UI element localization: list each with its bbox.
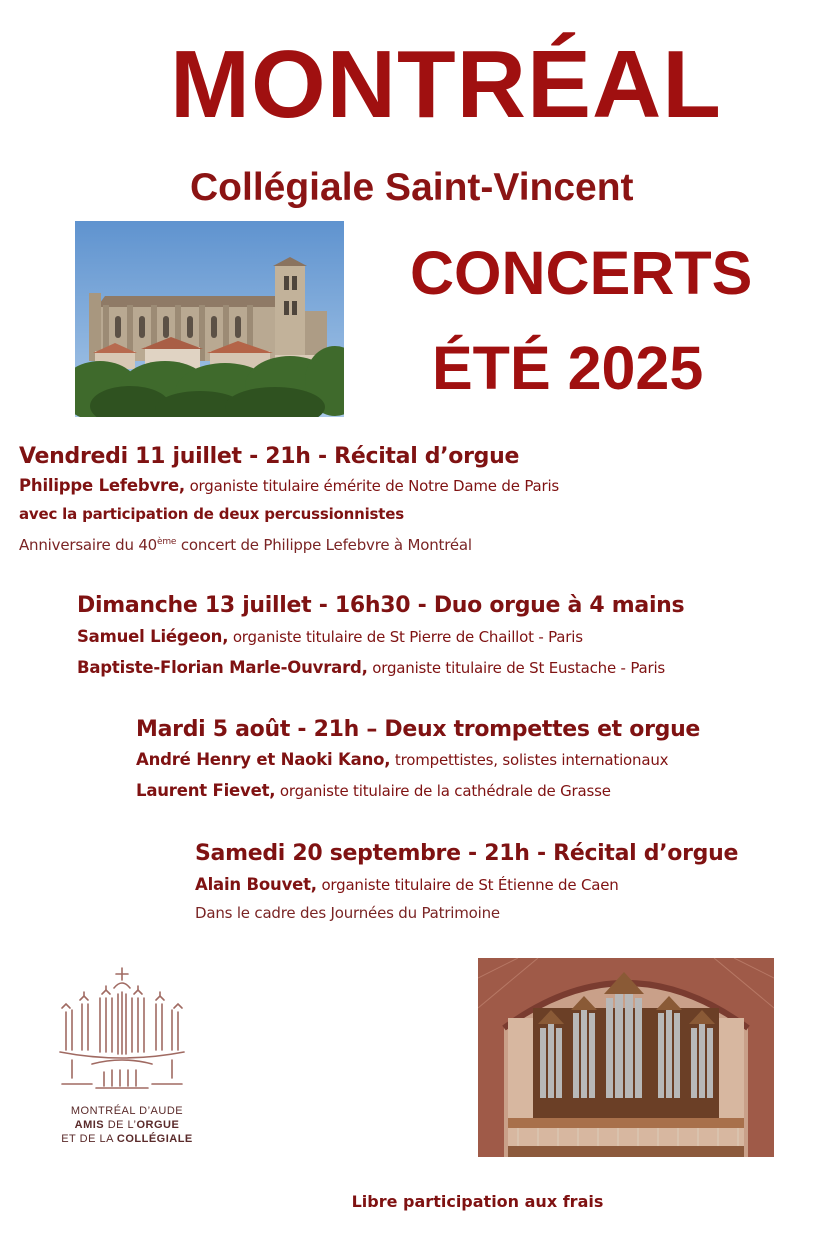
event-1-performer-name: Philippe Lefebvre, xyxy=(19,476,186,495)
poster-concerts-heading: CONCERTS xyxy=(410,239,753,307)
event-4 xyxy=(195,839,738,927)
event-4-note: Dans le cadre des Journées du Patrimoine xyxy=(195,904,500,922)
logo-line-2-a: AMIS xyxy=(74,1119,105,1131)
organ-photo xyxy=(478,958,774,1157)
event-1-note-start: Anniversaire du 40 xyxy=(19,536,158,554)
event-2-performer-1-name: Samuel Liégeon, xyxy=(77,627,229,646)
event-4-performer-role: organiste titulaire de St Étienne de Caen xyxy=(316,876,619,894)
event-3 xyxy=(136,715,700,805)
event-2-performer-2-role: organiste titulaire de St Eustache - Paris xyxy=(367,659,666,677)
logo-line-1: MONTRÉAL D’AUDE xyxy=(70,1105,184,1117)
poster-season-heading: ÉTÉ 2025 xyxy=(432,334,704,402)
event-1-note-end: concert de Philippe Lefebvre à Montréal xyxy=(176,536,472,554)
event-4-performer-name: Alain Bouvet, xyxy=(195,875,317,894)
event-1-note xyxy=(19,528,559,559)
event-1-performer xyxy=(19,472,559,500)
organ-pipes-logo-icon xyxy=(52,960,202,1100)
event-2-performer-1 xyxy=(77,623,684,651)
logo-line-2-b: DE L’ xyxy=(104,1119,137,1131)
logo-line-3-b: COLLÉGIALE xyxy=(116,1133,193,1145)
event-2 xyxy=(77,591,684,682)
event-3-performer-1-role: trompettistes, solistes internationaux xyxy=(390,751,669,769)
logo-line-3 xyxy=(52,1132,202,1146)
event-3-performer-2 xyxy=(136,777,700,805)
event-3-performer-2-role: organiste titulaire de la cathédrale de Grasse xyxy=(275,782,611,800)
event-1-participation: avec la participation de deux percussionnistes xyxy=(19,505,404,523)
event-3-performer-1-name: André Henry et Naoki Kano, xyxy=(136,750,391,769)
event-4-performer xyxy=(195,871,738,899)
logo-line-3-a: ET DE LA xyxy=(61,1133,117,1145)
event-2-performer-2 xyxy=(77,654,684,682)
logo-line-2 xyxy=(52,1118,202,1132)
association-logo xyxy=(52,960,202,1148)
event-2-performer-2-name: Baptiste-Florian Marle-Ouvrard, xyxy=(77,658,368,677)
logo-line-2-c: ORGUE xyxy=(136,1119,180,1131)
footer-note: Libre participation aux frais xyxy=(351,1192,604,1211)
event-1 xyxy=(19,442,559,559)
event-1-note-sup: ème xyxy=(157,537,177,547)
event-4-heading: Samedi 20 septembre - 21h - Récital d’orgue xyxy=(195,841,739,866)
event-3-heading: Mardi 5 août - 21h – Deux trompettes et orgue xyxy=(136,717,701,742)
event-1-performer-role: organiste titulaire émérite de Notre Dame de Paris xyxy=(185,477,560,495)
event-3-performer-2-name: Laurent Fievet, xyxy=(136,781,276,800)
poster-title: MONTRÉAL xyxy=(170,31,722,138)
event-3-performer-1 xyxy=(136,746,700,774)
logo-caption xyxy=(52,1104,202,1146)
event-2-performer-1-role: organiste titulaire de St Pierre de Chaillot - Paris xyxy=(228,628,583,646)
event-1-heading: Vendredi 11 juillet - 21h - Récital d’orgue xyxy=(19,444,520,469)
event-2-heading: Dimanche 13 juillet - 16h30 - Duo orgue à 4 mains xyxy=(77,593,685,618)
church-photo xyxy=(75,221,344,417)
poster-subtitle: Collégiale Saint-Vincent xyxy=(190,166,634,209)
